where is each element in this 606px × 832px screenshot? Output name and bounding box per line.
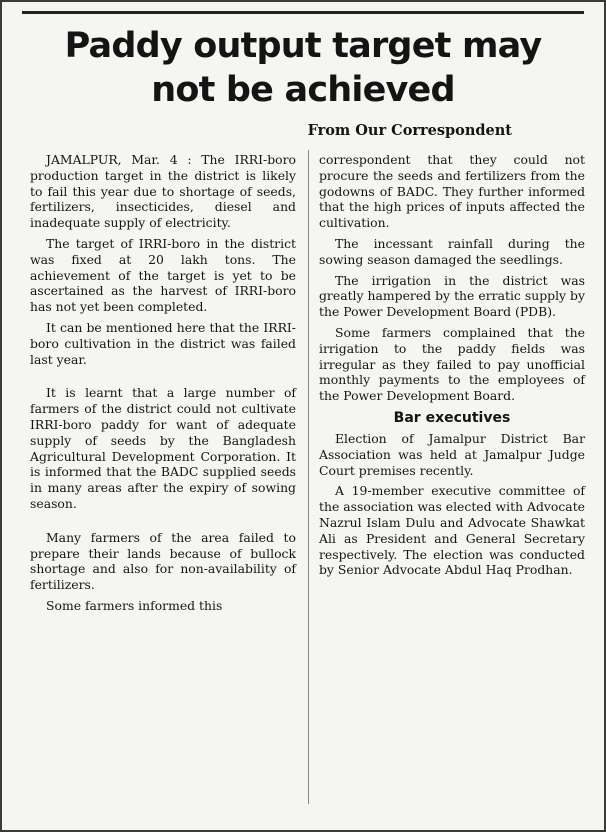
paragraph: Some farmers complained that the irrigation to the paddy fields was irregular as they failed to pay unofficial monthly payments to the employees of the Power Development Board. [319, 324, 585, 404]
paragraph: The incessant rainfall during the sowing season damaged the seedlings. [319, 235, 585, 267]
subheading: Bar executives [393, 409, 511, 426]
right-column [319, 152, 585, 583]
paragraph: Some farmers informed this [46, 597, 223, 613]
column-divider [308, 150, 309, 804]
paragraph: Election of Jamalpur District Bar Association was held at Jamalpur Judge Court premises recently. [319, 430, 585, 478]
byline: From Our Correspondent [307, 122, 512, 139]
paragraph: The irrigation in the district was greatly hampered by the erratic supply by the Power Development Board (PDB). [319, 272, 585, 320]
paragraph: Many farmers of the area failed to prepare their lands because of bullock shortage and also for non-availability of fertilizers. [30, 529, 296, 593]
paragraph: It can be mentioned here that the IRRI-boro cultivation in the district was failed last year. [30, 319, 296, 367]
paragraph: correspondent that they could not procure the seeds and fertilizers from the godowns of BADC. They further informed that the high prices of inputs affected the cultivation. [319, 152, 585, 231]
paragraph: JAMALPUR, Mar. 4 : The IRRI-boro production target in the district is likely to fail this year due to shortage of seeds, fertilizers, insecticides, diesel and inadequate supply of electricity. [30, 152, 296, 231]
paragraph: A 19-member executive committee of the association was elected with Advocate Nazrul Islam Dulu and Advocate Shawkat Ali as President and General Secretary respectively. The election was conducted by Senior Advocate Abdul Haq Prodhan. [319, 483, 585, 578]
left-column [30, 152, 296, 619]
headline-line-2: not be achieved [151, 70, 455, 110]
paragraph: It is learnt that a large number of farmers of the district could not cultivate IRRI-boro paddy for want of adequate supply of seeds by the Bangladesh Agricultural Development Corporation. It is informed that the BADC supplied seeds in many areas after the expiry of sowing season. [30, 385, 296, 511]
headline [2, 24, 604, 112]
headline-line-1: Paddy output target may [64, 26, 542, 66]
top-rule [22, 11, 584, 14]
paragraph: The target of IRRI-boro in the district was fixed at 20 lakh tons. The achievement of the target is yet to be ascertained as the harvest of IRRI-boro has not yet been completed. [30, 235, 296, 315]
